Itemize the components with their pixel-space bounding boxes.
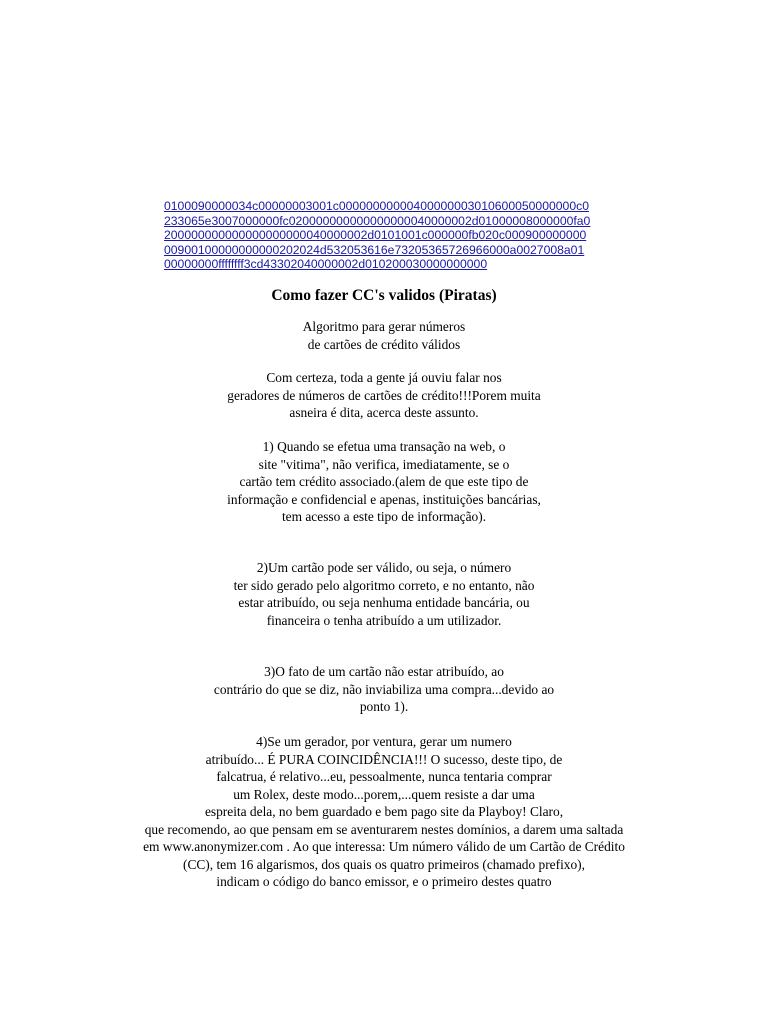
text-line: cartão tem crédito associado.(alem de que este tipo de: [239, 474, 529, 489]
text-line: espreita dela, no bem guardado e bem pago site da Playboy! Claro,: [204, 804, 564, 819]
text-line: contrário do que se diz, não inviabiliza uma compra...devido ao: [213, 681, 555, 697]
paragraph-4: [0, 663, 768, 716]
text-line: falcatrua, é relativo...eu, pessoalmente, nunca tentaria comprar: [216, 769, 552, 784]
text-line: financeira o tenha atribuído a um utilizador.: [266, 612, 502, 628]
text-line: Com certeza, toda a gente já ouviu falar nos: [266, 370, 502, 385]
intro-paragraph: [0, 318, 768, 353]
paragraph-3: [0, 559, 768, 629]
text-line: geradores de números de cartões de crédito!!!Porem muita: [227, 387, 541, 403]
text-line: 4)Se um gerador, por ventura, gerar um numero: [256, 734, 512, 749]
text-line: (CC), tem 16 algarismos, dos quais os quatro primeiros (chamado prefixo),: [182, 856, 585, 872]
paragraph-2: [0, 438, 768, 526]
text-line: um Rolex, deste modo...porem,...quem resiste a dar uma: [233, 786, 535, 802]
hex-link-line[interactable]: 233065e3007000000fc020000000000000000040000002d01000008000000fa0: [164, 213, 591, 228]
hex-link-line[interactable]: 200000000000000000000040000002d0101001c000000fb020c000900000000: [164, 228, 587, 242]
hex-link-line[interactable]: 00000000ffffffff3cd43302040000002d010200030000000000: [164, 257, 488, 271]
text-line: que recomendo, ao que pensam em se aventurarem nestes domínios, a darem uma saltada: [144, 821, 624, 837]
text-line: estar atribuído, ou seja nenhuma entidade bancária, ou: [238, 595, 530, 610]
text-line: asneira é dita, acerca deste assunto.: [289, 405, 479, 420]
text-line: tem acesso a este tipo de informação).: [281, 509, 487, 524]
hex-link-line[interactable]: 00900100000000000202024d532053616e73205365726966000a0027008a01: [164, 242, 585, 257]
paragraph-5: [0, 733, 768, 891]
text-line: 1) Quando se efetua uma transação na web, o: [262, 439, 506, 454]
text-line: indicam o código do banco emissor, e o primeiro destes quatro: [216, 874, 552, 889]
hex-data-link[interactable]: [164, 199, 614, 272]
text-line: 3)O fato de um cartão não estar atribuído, ao: [264, 664, 504, 679]
paragraph-1: [0, 369, 768, 422]
text-line: informação e confidencial e apenas, instituições bancárias,: [227, 491, 541, 507]
text-line: 2)Um cartão pode ser válido, ou seja, o número: [256, 560, 512, 575]
text-line: de cartões de crédito válidos: [307, 336, 461, 352]
text-line: ponto 1).: [359, 699, 409, 714]
hex-link-line[interactable]: 0100090000034c00000003001c00000000000400000003010600050000000c0: [164, 199, 589, 213]
text-line: site "vitima", não verifica, imediatamente, se o: [258, 456, 510, 472]
document-title: Como fazer CC's validos (Piratas): [271, 287, 497, 304]
text-line: em www.anonymizer.com . Ao que interessa: Um número válido de um Cartão de Crédito: [143, 839, 625, 854]
text-line: Algoritmo para gerar números: [302, 319, 466, 334]
text-line: ter sido gerado pelo algoritmo correto, e no entanto, não: [233, 577, 535, 593]
text-line: atribuído... É PURA COINCIDÊNCIA!!! O sucesso, deste tipo, de: [205, 751, 563, 767]
